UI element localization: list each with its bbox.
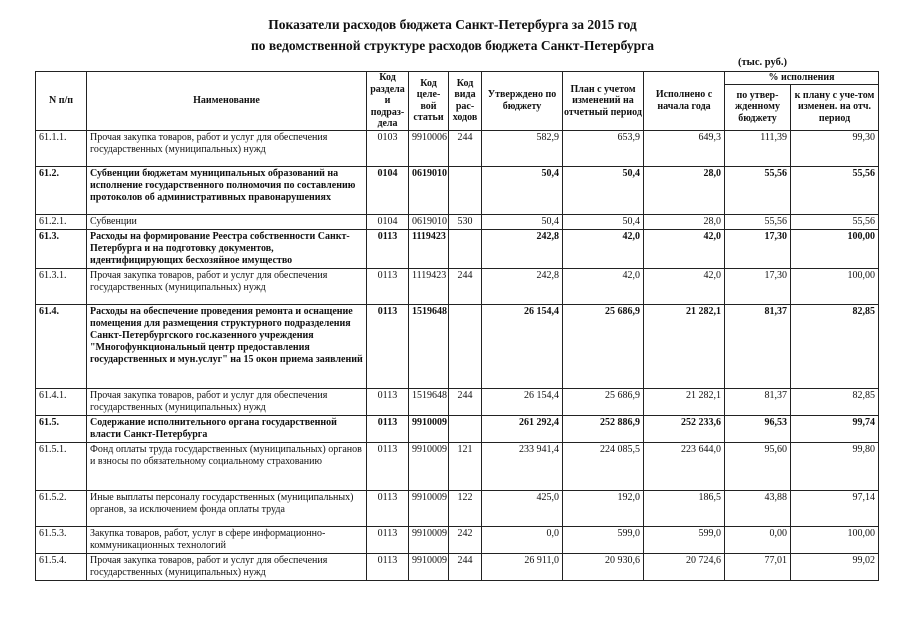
cell-name: 61.4.1.: [36, 388, 87, 415]
cell-utv: 26 154,4: [482, 304, 563, 388]
cell-isp: 20 724,6: [644, 553, 725, 580]
header-utv: Утверждено по бюджету: [482, 72, 563, 131]
cell-isp: 28,0: [644, 214, 725, 229]
cell-name: 61.3.1.: [36, 268, 87, 304]
table-row: [36, 229, 879, 268]
cell-pct-utv: 17,30: [725, 229, 791, 268]
cell-plan: 224 085,5: [563, 442, 644, 490]
cell-utv: 582,9: [482, 130, 563, 166]
cell-utv: 261 292,4: [482, 415, 563, 442]
cell-vid: 122: [449, 490, 482, 526]
table-row: [36, 415, 879, 442]
header-stat: Код целе-вой статьи: [409, 72, 449, 131]
cell-pct-utv: 96,53: [725, 415, 791, 442]
cell-isp: 28,0: [644, 166, 725, 214]
cell-stat: 1119423: [409, 268, 449, 304]
header-num: N п/п: [36, 72, 87, 131]
header-isp: Исполнено с начала года: [644, 72, 725, 131]
cell-vid: 244: [449, 268, 482, 304]
cell-plan: 25 686,9: [563, 388, 644, 415]
cell-name: 61.5.1.: [36, 442, 87, 490]
cell-name: 61.5.4.: [36, 553, 87, 580]
cell-pct-plan: 99,02: [791, 553, 879, 580]
cell-isp: 649,3: [644, 130, 725, 166]
table-row: [36, 268, 879, 304]
cell-name: 61.5.3.: [36, 526, 87, 553]
cell-utv: 26 154,4: [482, 388, 563, 415]
cell-stat: 9910009: [409, 553, 449, 580]
header-pct: % исполнения: [725, 72, 879, 85]
cell-name: Расходы на формирование Реестра собственности Санкт-Петербурга и на подготовку документов, идентифицирующих бесхозяйное имущество: [87, 229, 367, 268]
cell-name: Прочая закупка товаров, работ и услуг для обеспечения государственных (муниципальных) нужд: [87, 553, 367, 580]
cell-name: 61.2.1.: [36, 214, 87, 229]
cell-pct-plan: 99,30: [791, 130, 879, 166]
cell-plan: 653,9: [563, 130, 644, 166]
table-body: [36, 130, 879, 580]
cell-razdel: 0113: [367, 388, 409, 415]
cell-name: Субвенции: [87, 214, 367, 229]
cell-pct-plan: 82,85: [791, 388, 879, 415]
table-row: [36, 214, 879, 229]
cell-name: Субвенции бюджетам муниципальных образований на исполнение государственного полномочия по составлению протоколов об административных правонарушениях: [87, 166, 367, 214]
cell-vid: [449, 229, 482, 268]
cell-stat: 1119423: [409, 229, 449, 268]
cell-name: Содержание исполнительного органа государственной власти Санкт-Петербурга: [87, 415, 367, 442]
cell-razdel: 0113: [367, 304, 409, 388]
cell-isp: 252 233,6: [644, 415, 725, 442]
cell-name: 61.2.: [36, 166, 87, 214]
cell-isp: 42,0: [644, 268, 725, 304]
cell-stat: 0619010: [409, 214, 449, 229]
cell-name: 61.5.: [36, 415, 87, 442]
cell-stat: 0619010: [409, 166, 449, 214]
cell-razdel: 0113: [367, 442, 409, 490]
cell-vid: 121: [449, 442, 482, 490]
cell-utv: 50,4: [482, 166, 563, 214]
cell-vid: [449, 415, 482, 442]
header-razdel: Код раздела и подраз-дела: [367, 72, 409, 131]
cell-name: Фонд оплаты труда государственных (муниципальных) органов и взносы по обязательному социальному страхованию: [87, 442, 367, 490]
cell-vid: [449, 304, 482, 388]
cell-isp: 21 282,1: [644, 388, 725, 415]
cell-pct-utv: 55,56: [725, 214, 791, 229]
cell-pct-utv: 55,56: [725, 166, 791, 214]
cell-razdel: 0113: [367, 415, 409, 442]
cell-pct-plan: 55,56: [791, 214, 879, 229]
cell-name: 61.5.2.: [36, 490, 87, 526]
cell-pct-utv: 81,37: [725, 388, 791, 415]
cell-plan: 20 930,6: [563, 553, 644, 580]
cell-plan: 25 686,9: [563, 304, 644, 388]
cell-pct-utv: 81,37: [725, 304, 791, 388]
cell-razdel: 0113: [367, 268, 409, 304]
cell-razdel: 0104: [367, 214, 409, 229]
cell-stat: 9910009: [409, 442, 449, 490]
cell-utv: 242,8: [482, 268, 563, 304]
cell-utv: 0,0: [482, 526, 563, 553]
cell-name: 61.4.: [36, 304, 87, 388]
cell-pct-plan: 55,56: [791, 166, 879, 214]
cell-pct-utv: 95,60: [725, 442, 791, 490]
cell-utv: 233 941,4: [482, 442, 563, 490]
cell-pct-plan: 100,00: [791, 268, 879, 304]
cell-plan: 599,0: [563, 526, 644, 553]
cell-isp: 186,5: [644, 490, 725, 526]
table-row: [36, 553, 879, 580]
cell-razdel: 0113: [367, 526, 409, 553]
cell-pct-plan: 82,85: [791, 304, 879, 388]
cell-stat: 9910009: [409, 415, 449, 442]
cell-plan: 192,0: [563, 490, 644, 526]
cell-utv: 50,4: [482, 214, 563, 229]
table-row: [36, 526, 879, 553]
cell-vid: 244: [449, 553, 482, 580]
cell-plan: 252 886,9: [563, 415, 644, 442]
cell-stat: 1519648: [409, 388, 449, 415]
cell-stat: 1519648: [409, 304, 449, 388]
header-plan: План с учетом изменений на отчетный период: [563, 72, 644, 131]
header-name: Наименование: [87, 72, 367, 131]
cell-vid: 244: [449, 388, 482, 415]
cell-razdel: 0113: [367, 490, 409, 526]
cell-name: Закупка товаров, работ, услуг в сфере информационно-коммуникационных технологий: [87, 526, 367, 553]
cell-utv: 425,0: [482, 490, 563, 526]
cell-razdel: 0104: [367, 166, 409, 214]
cell-razdel: 0113: [367, 229, 409, 268]
cell-pct-utv: 43,88: [725, 490, 791, 526]
cell-utv: 26 911,0: [482, 553, 563, 580]
cell-pct-plan: 99,80: [791, 442, 879, 490]
report-title-line1: Показатели расходов бюджета Санкт-Петербурга за 2015 год: [268, 17, 637, 32]
cell-pct-utv: 0,00: [725, 526, 791, 553]
cell-isp: 42,0: [644, 229, 725, 268]
cell-pct-utv: 17,30: [725, 268, 791, 304]
cell-pct-plan: 97,14: [791, 490, 879, 526]
cell-name: Прочая закупка товаров, работ и услуг для обеспечения государственных (муниципальных) нужд: [87, 130, 367, 166]
cell-stat: 9910009: [409, 490, 449, 526]
cell-plan: 42,0: [563, 229, 644, 268]
cell-isp: 599,0: [644, 526, 725, 553]
cell-vid: 242: [449, 526, 482, 553]
report-title-line2: по ведомственной структуре расходов бюджета Санкт-Петербурга: [250, 38, 655, 53]
cell-vid: [449, 166, 482, 214]
cell-utv: 242,8: [482, 229, 563, 268]
cell-plan: 50,4: [563, 166, 644, 214]
unit-label: (тыс. руб.): [738, 57, 787, 68]
cell-razdel: 0113: [367, 553, 409, 580]
table-row: [36, 442, 879, 490]
cell-pct-plan: 100,00: [791, 526, 879, 553]
cell-isp: 21 282,1: [644, 304, 725, 388]
budget-table: [35, 71, 879, 581]
cell-name: 61.3.: [36, 229, 87, 268]
cell-name: Прочая закупка товаров, работ и услуг для обеспечения государственных (муниципальных) нужд: [87, 268, 367, 304]
cell-name: 61.1.1.: [36, 130, 87, 166]
header-pct-plan: к плану с уче-том изменен. на отч. период: [791, 84, 879, 130]
table-row: [36, 304, 879, 388]
header-vid: Код вида рас-ходов: [449, 72, 482, 131]
cell-stat: 9910009: [409, 526, 449, 553]
table-row: [36, 490, 879, 526]
cell-plan: 50,4: [563, 214, 644, 229]
cell-plan: 42,0: [563, 268, 644, 304]
cell-stat: 9910006: [409, 130, 449, 166]
cell-razdel: 0103: [367, 130, 409, 166]
table-row: [36, 166, 879, 214]
cell-pct-plan: 99,74: [791, 415, 879, 442]
cell-pct-utv: 111,39: [725, 130, 791, 166]
cell-vid: 530: [449, 214, 482, 229]
cell-isp: 223 644,0: [644, 442, 725, 490]
cell-pct-utv: 77,01: [725, 553, 791, 580]
table-row: [36, 388, 879, 415]
cell-vid: 244: [449, 130, 482, 166]
header-pct-utv: по утвер-жденному бюджету: [725, 84, 791, 130]
cell-name: Расходы на обеспечение проведения ремонта и оснащение помещения для размещения структурного подразделения Санкт-Петербургского гос.казенного учреждения "Многофункциональный центр предоставления государственных и мун.услуг" на 15 окон приема заявлений: [87, 304, 367, 388]
cell-name: Прочая закупка товаров, работ и услуг для обеспечения государственных (муниципальных) нужд: [87, 388, 367, 415]
cell-name: Иные выплаты персоналу государственных (муниципальных) органов, за исключением фонда оплаты труда: [87, 490, 367, 526]
cell-pct-plan: 100,00: [791, 229, 879, 268]
table-row: [36, 130, 879, 166]
